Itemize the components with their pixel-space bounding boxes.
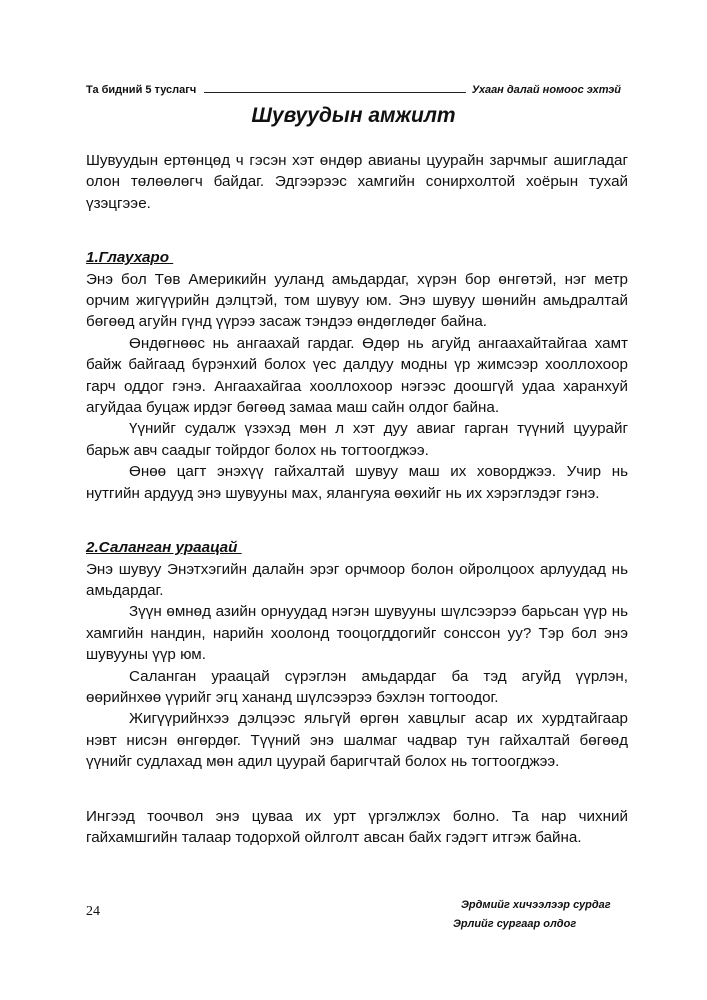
page-number: 24	[86, 904, 100, 919]
spacer	[86, 214, 628, 235]
running-header	[86, 80, 621, 96]
spacer	[86, 773, 628, 794]
page-title: Шувуудын амжилт	[251, 104, 456, 127]
spacer	[86, 525, 628, 537]
section2-paragraph: Саланган ураацай сүрэглэн амьдардаг ба тэд агуйд үүрлэн, өөрийнхөө үүрийг эгц хананд шүлсээрээ бэхлэн тогтоодог.	[86, 667, 628, 706]
section1-paragraph: Үүнийг судалж үзэхэд мөн л хэт дуу авиаг гарган түүний цуурайг барьж авч саадыг тойрдог болох нь тогтоогджээ.	[86, 420, 628, 459]
section1-paragraph: Өндөгнөөс нь ангаахай гардаг. Өдөр нь агуйд ангаахайтайгаа хамт байж байгаад бүрэнхий болох үес далдуу модны үр жимсээр хооллохоор гарч оддог гэнэ. Ангаахайгаа хооллохоор нэгээс доошгүй удаа харанхуй агуйдаа буцаж ирдэг бөгөөд замаа маш сайн олдог байна.	[86, 334, 628, 417]
footer-proverb-line2: Эрлийг сургаар олдог	[453, 918, 577, 930]
section1-paragraph: Энэ бол Төв Америкийн ууланд амьдардаг, хүрэн бор өнгөтэй, нэг метр орчим жигүүрийн дэлцтэй, том шувуу юм. Энэ шувуу шөнийн амьдралтай бөгөөд агуйн гүнд үүрээ засаж тэндээ өндөглөдөг байна.	[86, 270, 628, 331]
section-heading-1: 1.Глаухаро	[86, 249, 174, 267]
section2-paragraph: Жигүүрийнхээ дэлцээс яльгүй өргөн хавцлыг асар их хурдтайгаар нэвт нисэн өнгөрдөг. Түүний энэ шалмаг чадвар тун гайхалтай бөгөөд үүнийг судлахад мөн адил цуурай баригчтай болох нь тогтоогджээ.	[86, 710, 628, 771]
conclusion-paragraph: Ингээд тоочвол энэ цуваа их урт үргэлжлэх болно. Та нар чихний гайхамшгийн талаар тодорхой ойлголт авсан байх гэдэгт итгэж байна.	[86, 807, 628, 846]
article-body	[86, 150, 628, 848]
footer-proverb	[453, 896, 611, 934]
spacer	[86, 235, 628, 247]
section1-paragraph: Өнөө цагт энэхүү гайхалтай шувуу маш их ховорджээ. Учир нь нутгийн ардууд энэ шувууны мах, ялангуяа өөхийг нь их хэрэглэдэг гэнэ.	[86, 463, 628, 502]
header-left-text: Та бидний 5 туслагч	[86, 84, 197, 96]
footer-proverb-line1: Эрдмийг хичээлээр сурдаг	[461, 899, 611, 911]
header-right-text: Ухаан далай номоос эхтэй	[471, 84, 621, 96]
spacer	[86, 794, 628, 806]
header-rule	[204, 92, 466, 93]
intro-paragraph: Шувуудын ертөнцөд ч гэсэн хэт өндөр авианы цуурайн зарчмыг ашигладаг олон төлөөлөгч байдаг. Эдгээрээс хамгийн сонирхолтой хоёрын тухай үзэцгээе.	[86, 152, 628, 212]
section2-paragraph: Энэ шувуу Энэтхэгийн далайн эрэг орчмоор болон ойролцоох арлуудад нь амьдардаг.	[86, 560, 628, 599]
section2-paragraph: Зүүн өмнөд азийн орнуудад нэгэн шувууны шүлсээрээ барьсан үүр нь хамгийн нандин, нарийн хоолонд тооцогддогийг сонссон уу? Тэр бол энэ шувууны үүр юм.	[86, 603, 628, 664]
spacer	[86, 504, 628, 525]
section-heading-2: 2.Саланган ураацай	[86, 539, 242, 557]
